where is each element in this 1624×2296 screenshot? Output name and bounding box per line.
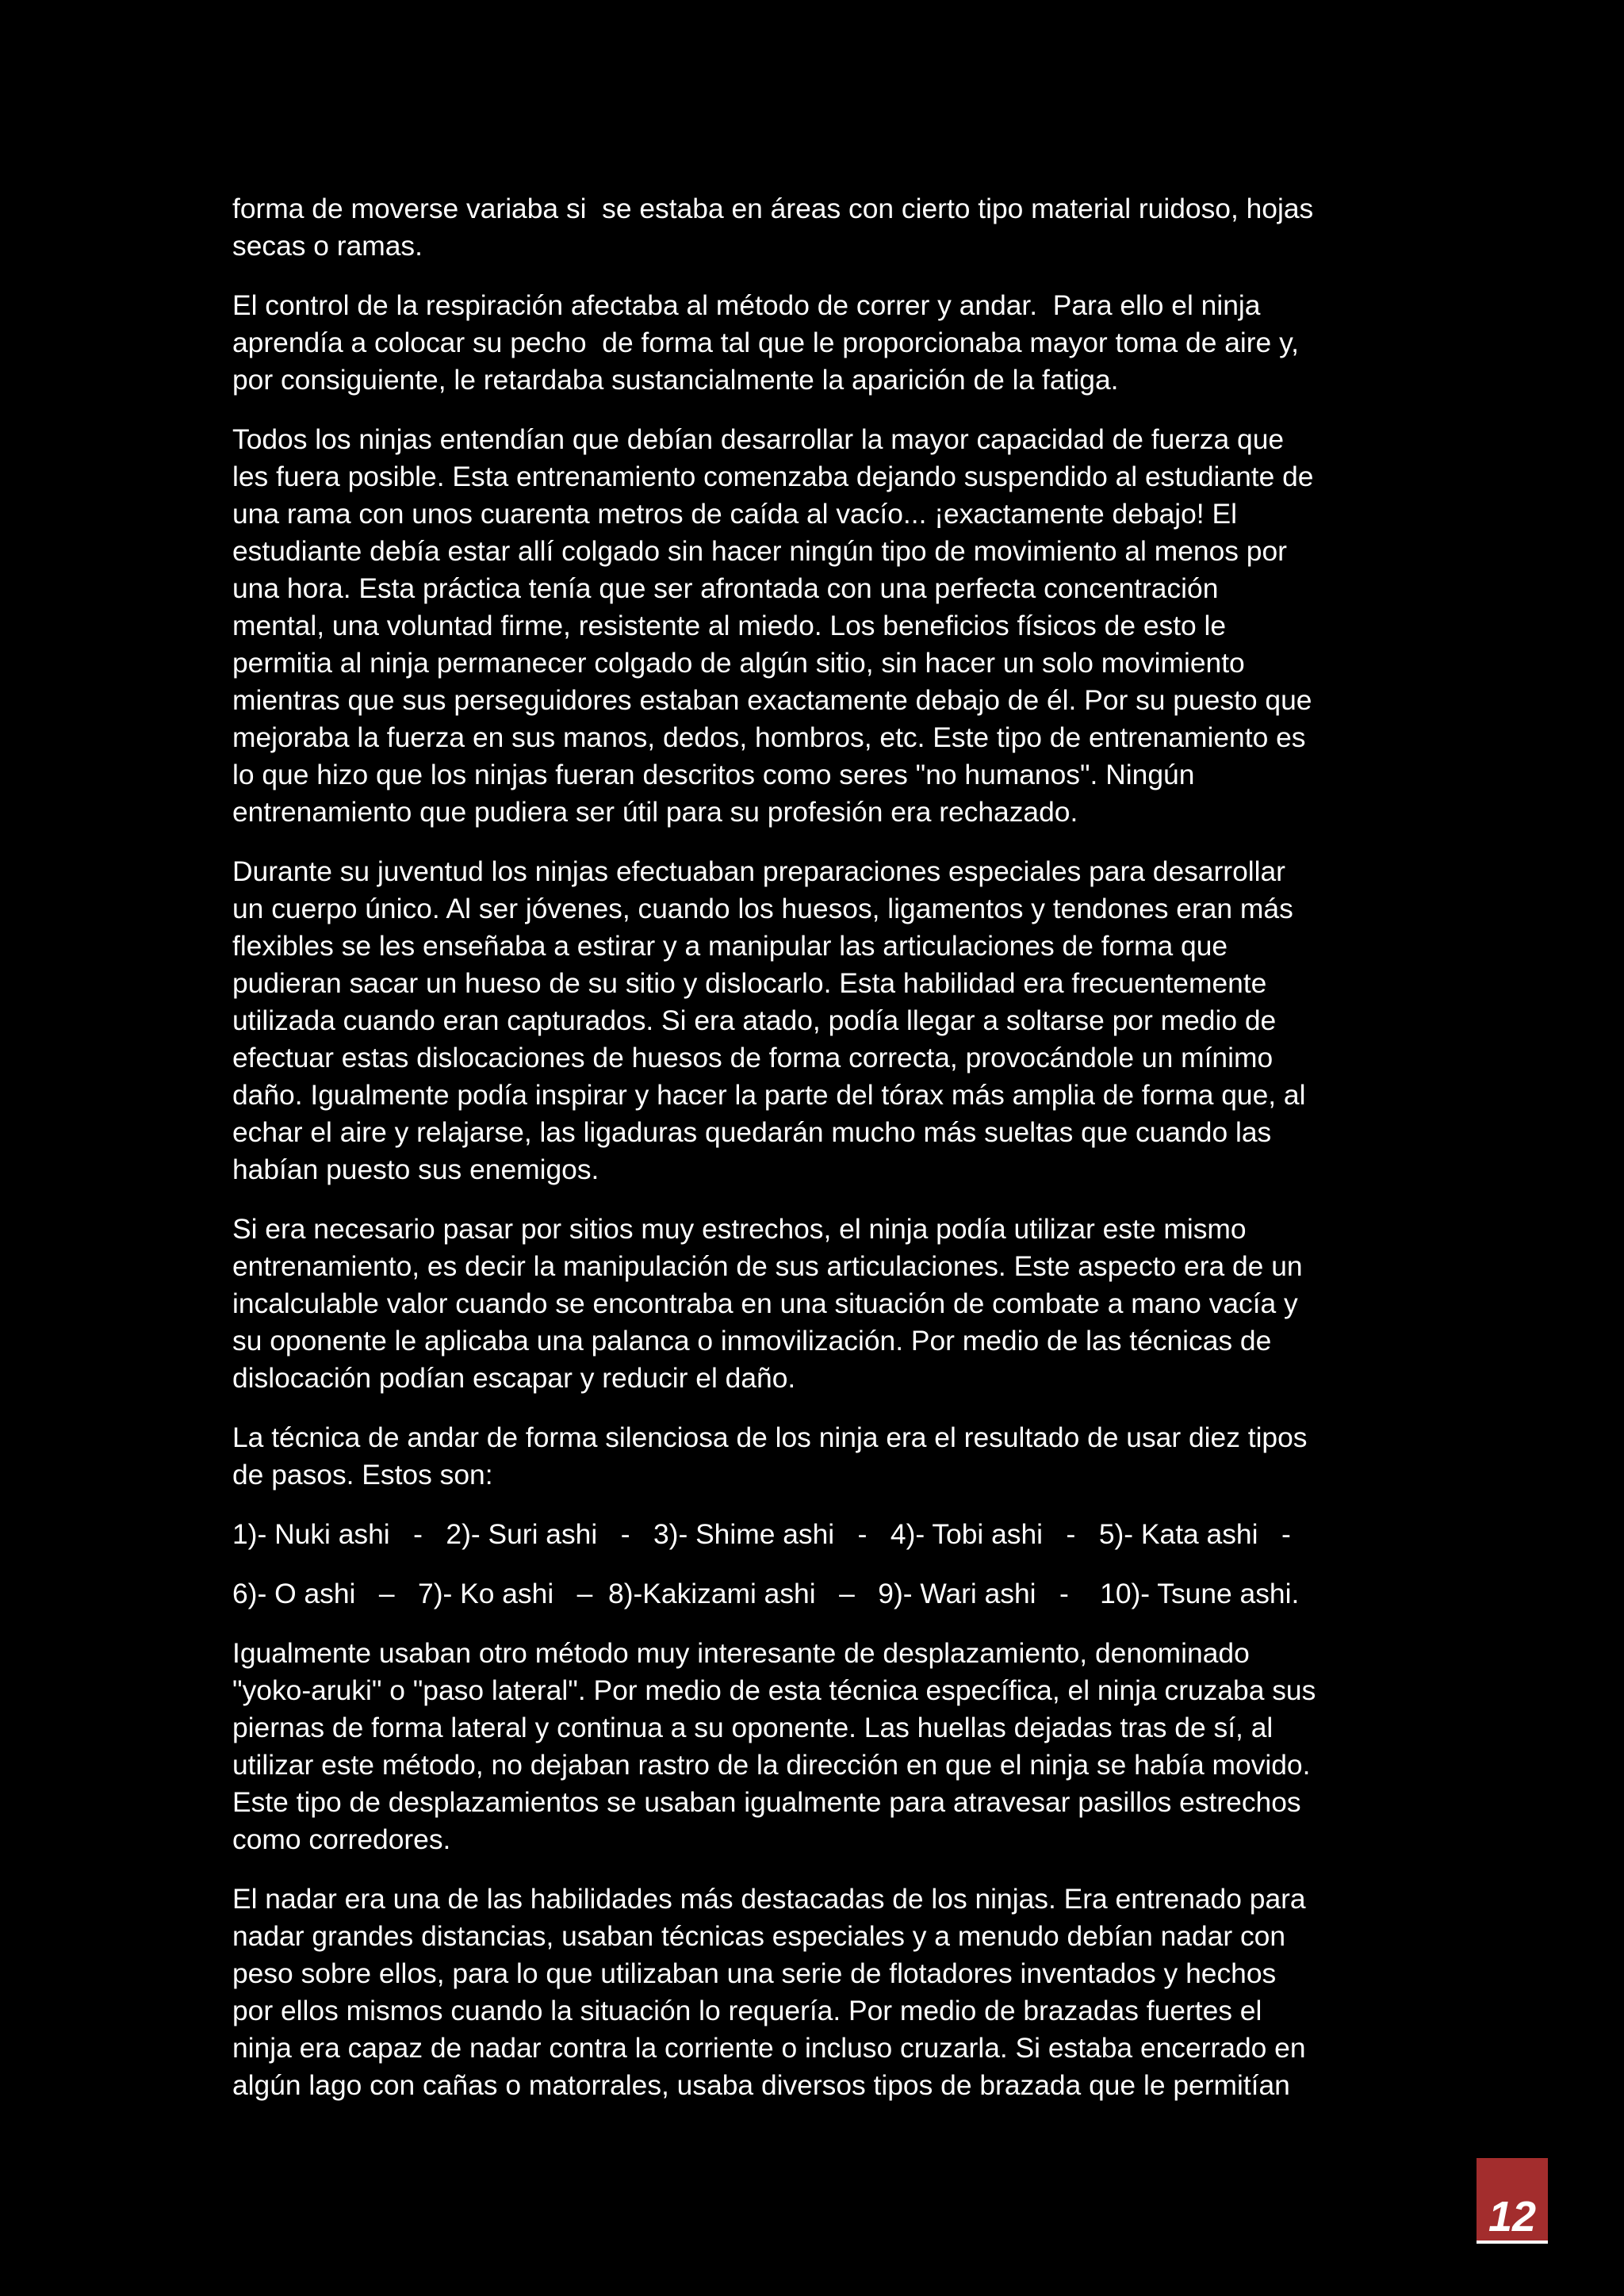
text-line: su oponente le aplicaba una palanca o inmovilización. Por medio de las técnicas de <box>232 1325 1272 1357</box>
text-line: utilizada cuando eran capturados. Si era atado, podía llegar a soltarse por medio de <box>232 1004 1277 1036</box>
paragraph <box>232 1881 1400 2104</box>
text-line: echar el aire y relajarse, las ligaduras quedarán mucho más sueltas que cuando las <box>232 1116 1272 1148</box>
text-line: como corredores. <box>232 1823 451 1855</box>
text-line: Durante su juventud los ninjas efectuaban preparaciones especiales para desarrollar <box>232 855 1285 887</box>
page-number-underline <box>1477 2241 1548 2244</box>
text-line: 1)- Nuki ashi - 2)- Suri ashi - 3)- Shime ashi - 4)- Tobi ashi - 5)- Kata ashi - <box>232 1518 1291 1550</box>
paragraph <box>232 1419 1400 1494</box>
text-line: una rama con unos cuarenta metros de caída al vacío... ¡exactamente debajo! El <box>232 498 1237 530</box>
text-line: efectuar estas dislocaciones de huesos de forma correcta, provocándole un mínimo <box>232 1042 1274 1073</box>
text-line: mental, una voluntad firme, resistente al miedo. Los beneficios físicos de esto le <box>232 610 1227 641</box>
text-line: Si era necesario pasar por sitios muy estrechos, el ninja podía utilizar este mismo <box>232 1213 1247 1245</box>
text-line: mientras que sus perseguidores estaban exactamente debajo de él. Por su puesto que <box>232 684 1312 716</box>
text-line: de pasos. Estos son: <box>232 1459 493 1490</box>
paragraph <box>232 421 1400 831</box>
text-line: forma de moverse variaba si se estaba en áreas con cierto tipo material ruidoso, hojas <box>232 193 1314 224</box>
page-body <box>232 190 1400 2126</box>
text-line: entrenamiento que pudiera ser útil para su profesión era rechazado. <box>232 796 1078 828</box>
text-line: una hora. Esta práctica tenía que ser afrontada con una perfecta concentración <box>232 572 1219 604</box>
text-line: incalculable valor cuando se encontraba en una situación de combate a mano vacía y <box>232 1288 1298 1319</box>
text-line: les fuera posible. Esta entrenamiento comenzaba dejando suspendido al estudiante de <box>232 461 1314 492</box>
text-line: por consiguiente, le retardaba sustancialmente la aparición de la fatiga. <box>232 364 1119 396</box>
text-line: El control de la respiración afectaba al método de correr y andar. Para ello el ninja <box>232 289 1261 321</box>
text-line: flexibles se les enseñaba a estirar y a manipular las articulaciones de forma que <box>232 930 1228 962</box>
text-line: peso sobre ellos, para lo que utilizaban una serie de flotadores inventados y hechos <box>232 1957 1277 1989</box>
text-line: aprendía a colocar su pecho de forma tal que le proporcionaba mayor toma de aire y, <box>232 327 1299 358</box>
paragraph <box>232 1635 1400 1858</box>
paragraph <box>232 1211 1400 1397</box>
paragraph <box>232 853 1400 1188</box>
text-line: La técnica de andar de forma silenciosa de los ninja era el resultado de usar diez tipos <box>232 1422 1308 1453</box>
text-line: permitia al ninja permanecer colgado de algún sitio, sin hacer un solo movimiento <box>232 647 1245 679</box>
text-line: ninja era capaz de nadar contra la corriente o incluso cruzarla. Si estaba encerrado en <box>232 2032 1306 2064</box>
text-line: lo que hizo que los ninjas fueran descritos como seres "no humanos". Ningún <box>232 759 1195 790</box>
step-list-line <box>232 1516 1400 1553</box>
text-line: utilizar este método, no dejaban rastro de la dirección en que el ninja se había movido. <box>232 1749 1311 1781</box>
step-list-line <box>232 1575 1400 1613</box>
text-line: algún lago con cañas o matorrales, usaba diversos tipos de brazada que le permitían <box>232 2069 1290 2101</box>
text-line: pudieran sacar un hueso de su sitio y dislocarlo. Esta habilidad era frecuentemente <box>232 967 1267 999</box>
text-line: nadar grandes distancias, usaban técnicas especiales y a menudo debían nadar con <box>232 1920 1286 1952</box>
text-line: habían puesto sus enemigos. <box>232 1154 599 1185</box>
text-line: dislocación podían escapar y reducir el daño. <box>232 1362 796 1394</box>
text-line: Este tipo de desplazamientos se usaban igualmente para atravesar pasillos estrechos <box>232 1786 1301 1818</box>
page-number: 12 <box>1488 2193 1537 2241</box>
text-line: daño. Igualmente podía inspirar y hacer la parte del tórax más amplia de forma que, al <box>232 1079 1306 1111</box>
text-line: mejoraba la fuerza en sus manos, dedos, hombros, etc. Este tipo de entrenamiento es <box>232 721 1306 753</box>
text-line: Igualmente usaban otro método muy interesante de desplazamiento, denominado <box>232 1637 1250 1669</box>
text-line: 6)- O ashi – 7)- Ko ashi – 8)-Kakizami ashi – 9)- Wari ashi - 10)- Tsune ashi. <box>232 1578 1300 1609</box>
text-line: "yoko-aruki" o "paso lateral". Por medio de esta técnica específica, el ninja cruzaba sus <box>232 1674 1316 1706</box>
text-line: secas o ramas. <box>232 230 423 262</box>
text-line: entrenamiento, es decir la manipulación de sus articulaciones. Este aspecto era de un <box>232 1250 1303 1282</box>
text-line: Todos los ninjas entendían que debían desarrollar la mayor capacidad de fuerza que <box>232 423 1285 455</box>
text-line: estudiante debía estar allí colgado sin hacer ningún tipo de movimiento al menos por <box>232 535 1287 567</box>
page-number-badge <box>1477 2158 1548 2242</box>
paragraph <box>232 287 1400 399</box>
text-line: El nadar era una de las habilidades más destacadas de los ninjas. Era entrenado para <box>232 1883 1306 1915</box>
text-line: piernas de forma lateral y continua a su oponente. Las huellas dejadas tras de sí, al <box>232 1712 1274 1743</box>
text-line: un cuerpo único. Al ser jóvenes, cuando los huesos, ligamentos y tendones eran más <box>232 893 1293 924</box>
paragraph <box>232 190 1400 265</box>
text-line: por ellos mismos cuando la situación lo requería. Por medio de brazadas fuertes el <box>232 1995 1262 2026</box>
